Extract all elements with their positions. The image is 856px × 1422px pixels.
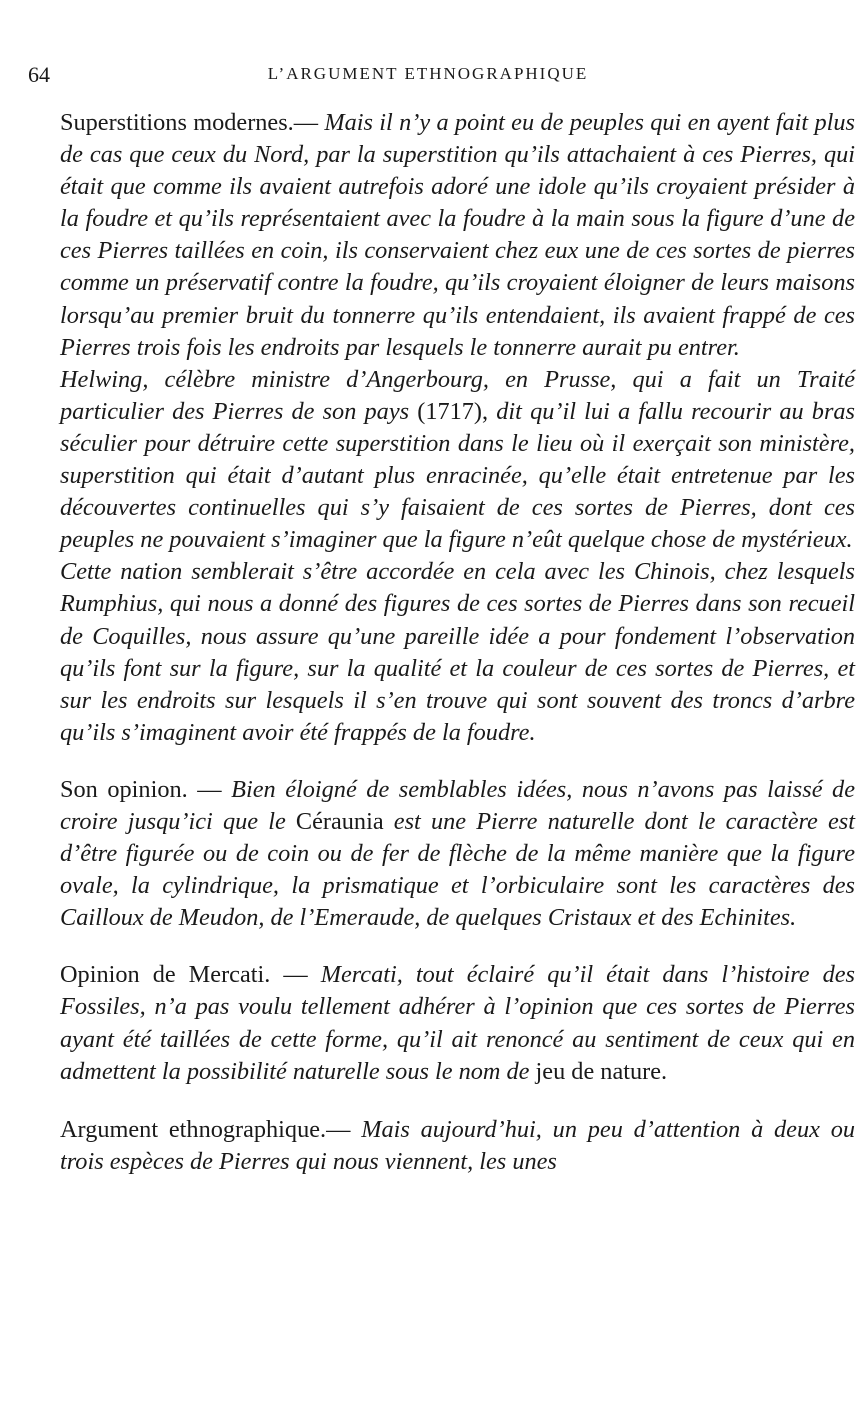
paragraph-gap (60, 749, 855, 774)
paragraph-son-opinion (60, 774, 855, 934)
paragraph-superstitions (60, 107, 855, 364)
section-lead: Opinion de Mercati. — (60, 961, 321, 989)
paragraph-gap (60, 1088, 855, 1114)
paragraph-text: Cette nation semblerait s’être accordée en cela avec les Chinois, chez lesquels Rumphius, qui nous a donné des figures de ces sortes de Pierres dans son recueil de Coquilles, nous assure qu’une pareille idée a pour fondement l’observation qu’ils font sur la figure, sur la qualité et la couleur de ces sortes de Pierres, et sur les endroits sur lesquels il s’en trouve qui sont souvent des troncs d’arbre qu’ils s’imaginent avoir été frappés de la foudre. (60, 558, 855, 746)
section-lead: Superstitions modernes.— (60, 109, 325, 136)
section-lead: Argument ethnographique.— (60, 1115, 362, 1143)
paragraph-text: dit qu’il lui a fallu recourir au bras séculier pour détruire cette superstition dans le lieu où il exerçait son ministère, superstition qui était d’autant plus enracinée, qu’elle était entretenue par les découvertes continuelles qui s’y faisaient de ces sortes de Pierres, dont ces peuples ne pouvaient s’imaginer que la figure n’eût quelque chose de mystérieux. (60, 397, 856, 554)
running-title: L’ARGUMENT ETHNOGRAPHIQUE (267, 64, 589, 83)
paragraph-date: (1717), (417, 397, 489, 425)
paragraph-text: Mercati, tout éclairé qu’il était dans l’histoire des Fossiles, n’a pas voulu tellement adhérer à l’opinion que ces sortes de Pierres ayant été taillées de cette forme, qu’il ait renoncé au sentiment de ceux qui en admettent la possibilité naturelle sous le nom de (60, 961, 855, 1085)
paragraph-term: Céraunia (295, 807, 384, 835)
page-header (28, 62, 828, 90)
body-text (60, 107, 855, 1178)
paragraph-helwing (60, 364, 855, 557)
paragraph-text: Helwing, célèbre ministre d’Angerbourg, en Prusse, qui a fait un Traité particulier des Pierres de son pays (60, 365, 855, 425)
section-lead: Son opinion. — (60, 775, 232, 803)
paragraph-mercati (60, 959, 855, 1087)
paragraph-text: Mais il n’y a point eu de peuples qui en ayent fait plus de cas que ceux du Nord, par la superstition qu’ils attachaient à ces Pierres, qui était que comme ils avaient autrefois adoré une idole qu’ils croyaient présider à la foudre et qu’ils représentaient avec la foudre à la main sous la figure d’une de ces Pierres taillées en coin, ils conservaient chez eux une de ces sortes de pierres comme un préservatif contre la foudre, qu’ils croyaient éloigner de leurs maisons lorsqu’au premier bruit du tonnerre qu’ils entendaient, ils avaient frappé de ces Pierres trois fois les endroits par lesquels le tonnerre aurait pu entrer. (60, 109, 856, 361)
paragraph-text: Bien éloigné de semblables idées, nous n’avons pas laissé de croire jusqu’ici que le (60, 775, 855, 835)
paragraph-text: Mais aujourd’hui, un peu d’attention à deux ou trois espèces de Pierres qui nous viennent, les unes (60, 1115, 855, 1175)
paragraph-chinois (60, 556, 855, 749)
paragraph-gap (60, 934, 855, 959)
paragraph-argument (60, 1114, 855, 1178)
paragraph-term: jeu de nature. (535, 1057, 668, 1085)
paragraph-text: est une Pierre naturelle dont le caractère est d’être figurée ou de coin ou de fer de flèche de la même manière que la figure ovale, la cylindrique, la prismatique et l’orbiculaire sont les caractères des Cailloux de Meudon, de l’Emeraude, de quelques Cristaux et des Echinites. (60, 807, 855, 932)
page-number: 64 (28, 62, 50, 87)
